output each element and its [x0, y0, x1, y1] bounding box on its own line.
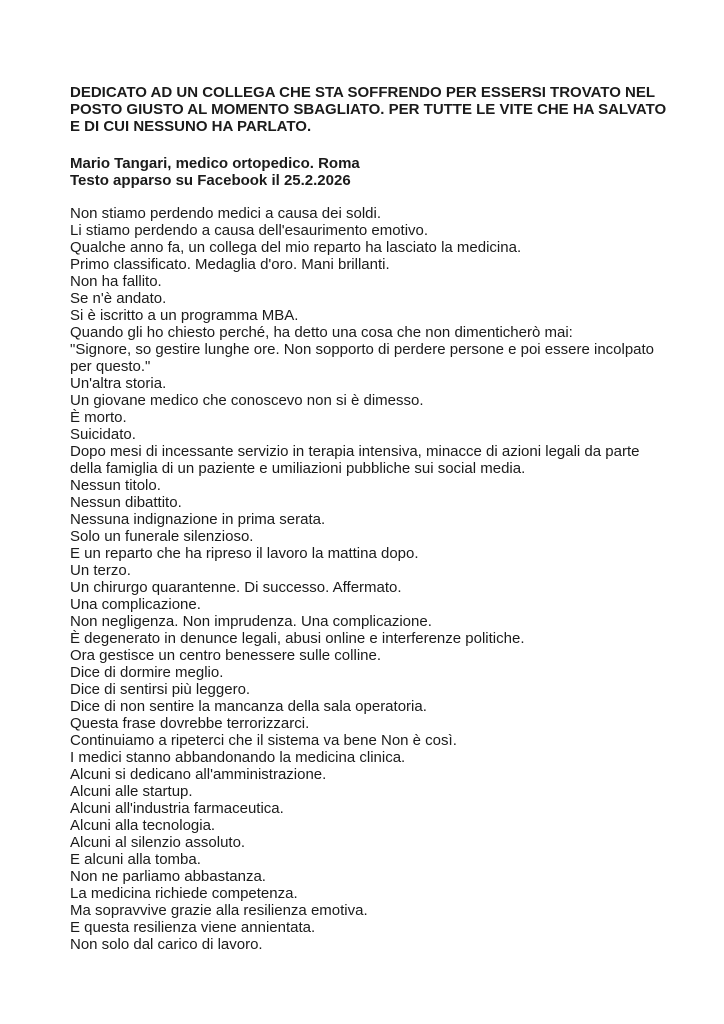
- body-line: Un terzo.: [70, 562, 131, 579]
- body-line: Nessun titolo.: [70, 477, 161, 494]
- body-line: Non ha fallito.: [70, 273, 162, 290]
- body-line: della famiglia di un paziente e umiliazioni pubbliche sui social media.: [70, 460, 526, 477]
- body-line: Non negligenza. Non imprudenza. Una complicazione.: [70, 613, 432, 630]
- body-line: per questo.": [70, 358, 151, 375]
- author-block: [70, 155, 660, 189]
- body-line: E alcuni alla tomba.: [70, 851, 201, 868]
- body-line: Dice di dormire meglio.: [70, 664, 224, 681]
- body-line: Questa frase dovrebbe terrorizzarci.: [70, 715, 310, 732]
- dedication-line: E DI CUI NESSUNO HA PARLATO.: [70, 118, 312, 135]
- body-line: Ora gestisce un centro benessere sulle colline.: [70, 647, 382, 664]
- body-line: Non ne parliamo abbastanza.: [70, 868, 266, 885]
- body-line: Alcuni alla tecnologia.: [70, 817, 216, 834]
- body-line: Un chirurgo quarantenne. Di successo. Affermato.: [70, 579, 402, 596]
- author-line: Testo apparso su Facebook il 25.2.2026: [70, 172, 351, 189]
- body-line: "Signore, so gestire lunghe ore. Non sopporto di perdere persone e poi essere incolpato: [70, 341, 655, 358]
- body-line: Alcuni alle startup.: [70, 783, 193, 800]
- dedication-heading: [70, 84, 667, 135]
- document-content: [70, 84, 667, 953]
- body-line: Li stiamo perdendo a causa dell'esaurimento emotivo.: [70, 222, 429, 239]
- body-line: Suicidato.: [70, 426, 136, 443]
- dedication-line: POSTO GIUSTO AL MOMENTO SBAGLIATO. PER TUTTE LE VITE CHE HA SALVATO: [70, 101, 667, 118]
- body-line: È degenerato in denunce legali, abusi online e interferenze politiche.: [70, 630, 525, 647]
- body-line: È morto.: [70, 409, 127, 426]
- body-line: Dice di sentirsi più leggero.: [70, 681, 251, 698]
- body-line: Solo un funerale silenzioso.: [70, 528, 254, 545]
- body-line: Nessuna indignazione in prima serata.: [70, 511, 326, 528]
- dedication-line: DEDICATO AD UN COLLEGA CHE STA SOFFRENDO PER ESSERSI TROVATO NEL: [70, 84, 656, 101]
- body-line: Nessun dibattito.: [70, 494, 182, 511]
- body-line: Alcuni all'industria farmaceutica.: [70, 800, 284, 817]
- body-line: Non solo dal carico di lavoro.: [70, 936, 263, 953]
- body-text: [70, 205, 660, 953]
- body-line: Dopo mesi di incessante servizio in terapia intensiva, minacce di azioni legali da parte: [70, 443, 640, 460]
- body-line: Qualche anno fa, un collega del mio reparto ha lasciato la medicina.: [70, 239, 522, 256]
- body-line: Se n'è andato.: [70, 290, 167, 307]
- body-line: Un giovane medico che conoscevo non si è dimesso.: [70, 392, 424, 409]
- body-line: Una complicazione.: [70, 596, 201, 613]
- body-line: Alcuni si dedicano all'amministrazione.: [70, 766, 327, 783]
- body-line: E un reparto che ha ripreso il lavoro la mattina dopo.: [70, 545, 419, 562]
- body-line: Continuiamo a ripeterci che il sistema va bene Non è così.: [70, 732, 457, 749]
- body-line: Non stiamo perdendo medici a causa dei soldi.: [70, 205, 382, 222]
- body-line: I medici stanno abbandonando la medicina clinica.: [70, 749, 406, 766]
- body-line: La medicina richiede competenza.: [70, 885, 298, 902]
- body-line: E questa resilienza viene annientata.: [70, 919, 316, 936]
- body-line: Quando gli ho chiesto perché, ha detto una cosa che non dimenticherò mai:: [70, 324, 573, 341]
- body-line: Un'altra storia.: [70, 375, 167, 392]
- author-line: Mario Tangari, medico ortopedico. Roma: [70, 155, 360, 172]
- body-line: Dice di non sentire la mancanza della sala operatoria.: [70, 698, 427, 715]
- body-line: Primo classificato. Medaglia d'oro. Mani brillanti.: [70, 256, 390, 273]
- body-line: Si è iscritto a un programma MBA.: [70, 307, 299, 324]
- body-line: Ma sopravvive grazie alla resilienza emotiva.: [70, 902, 368, 919]
- body-line: Alcuni al silenzio assoluto.: [70, 834, 246, 851]
